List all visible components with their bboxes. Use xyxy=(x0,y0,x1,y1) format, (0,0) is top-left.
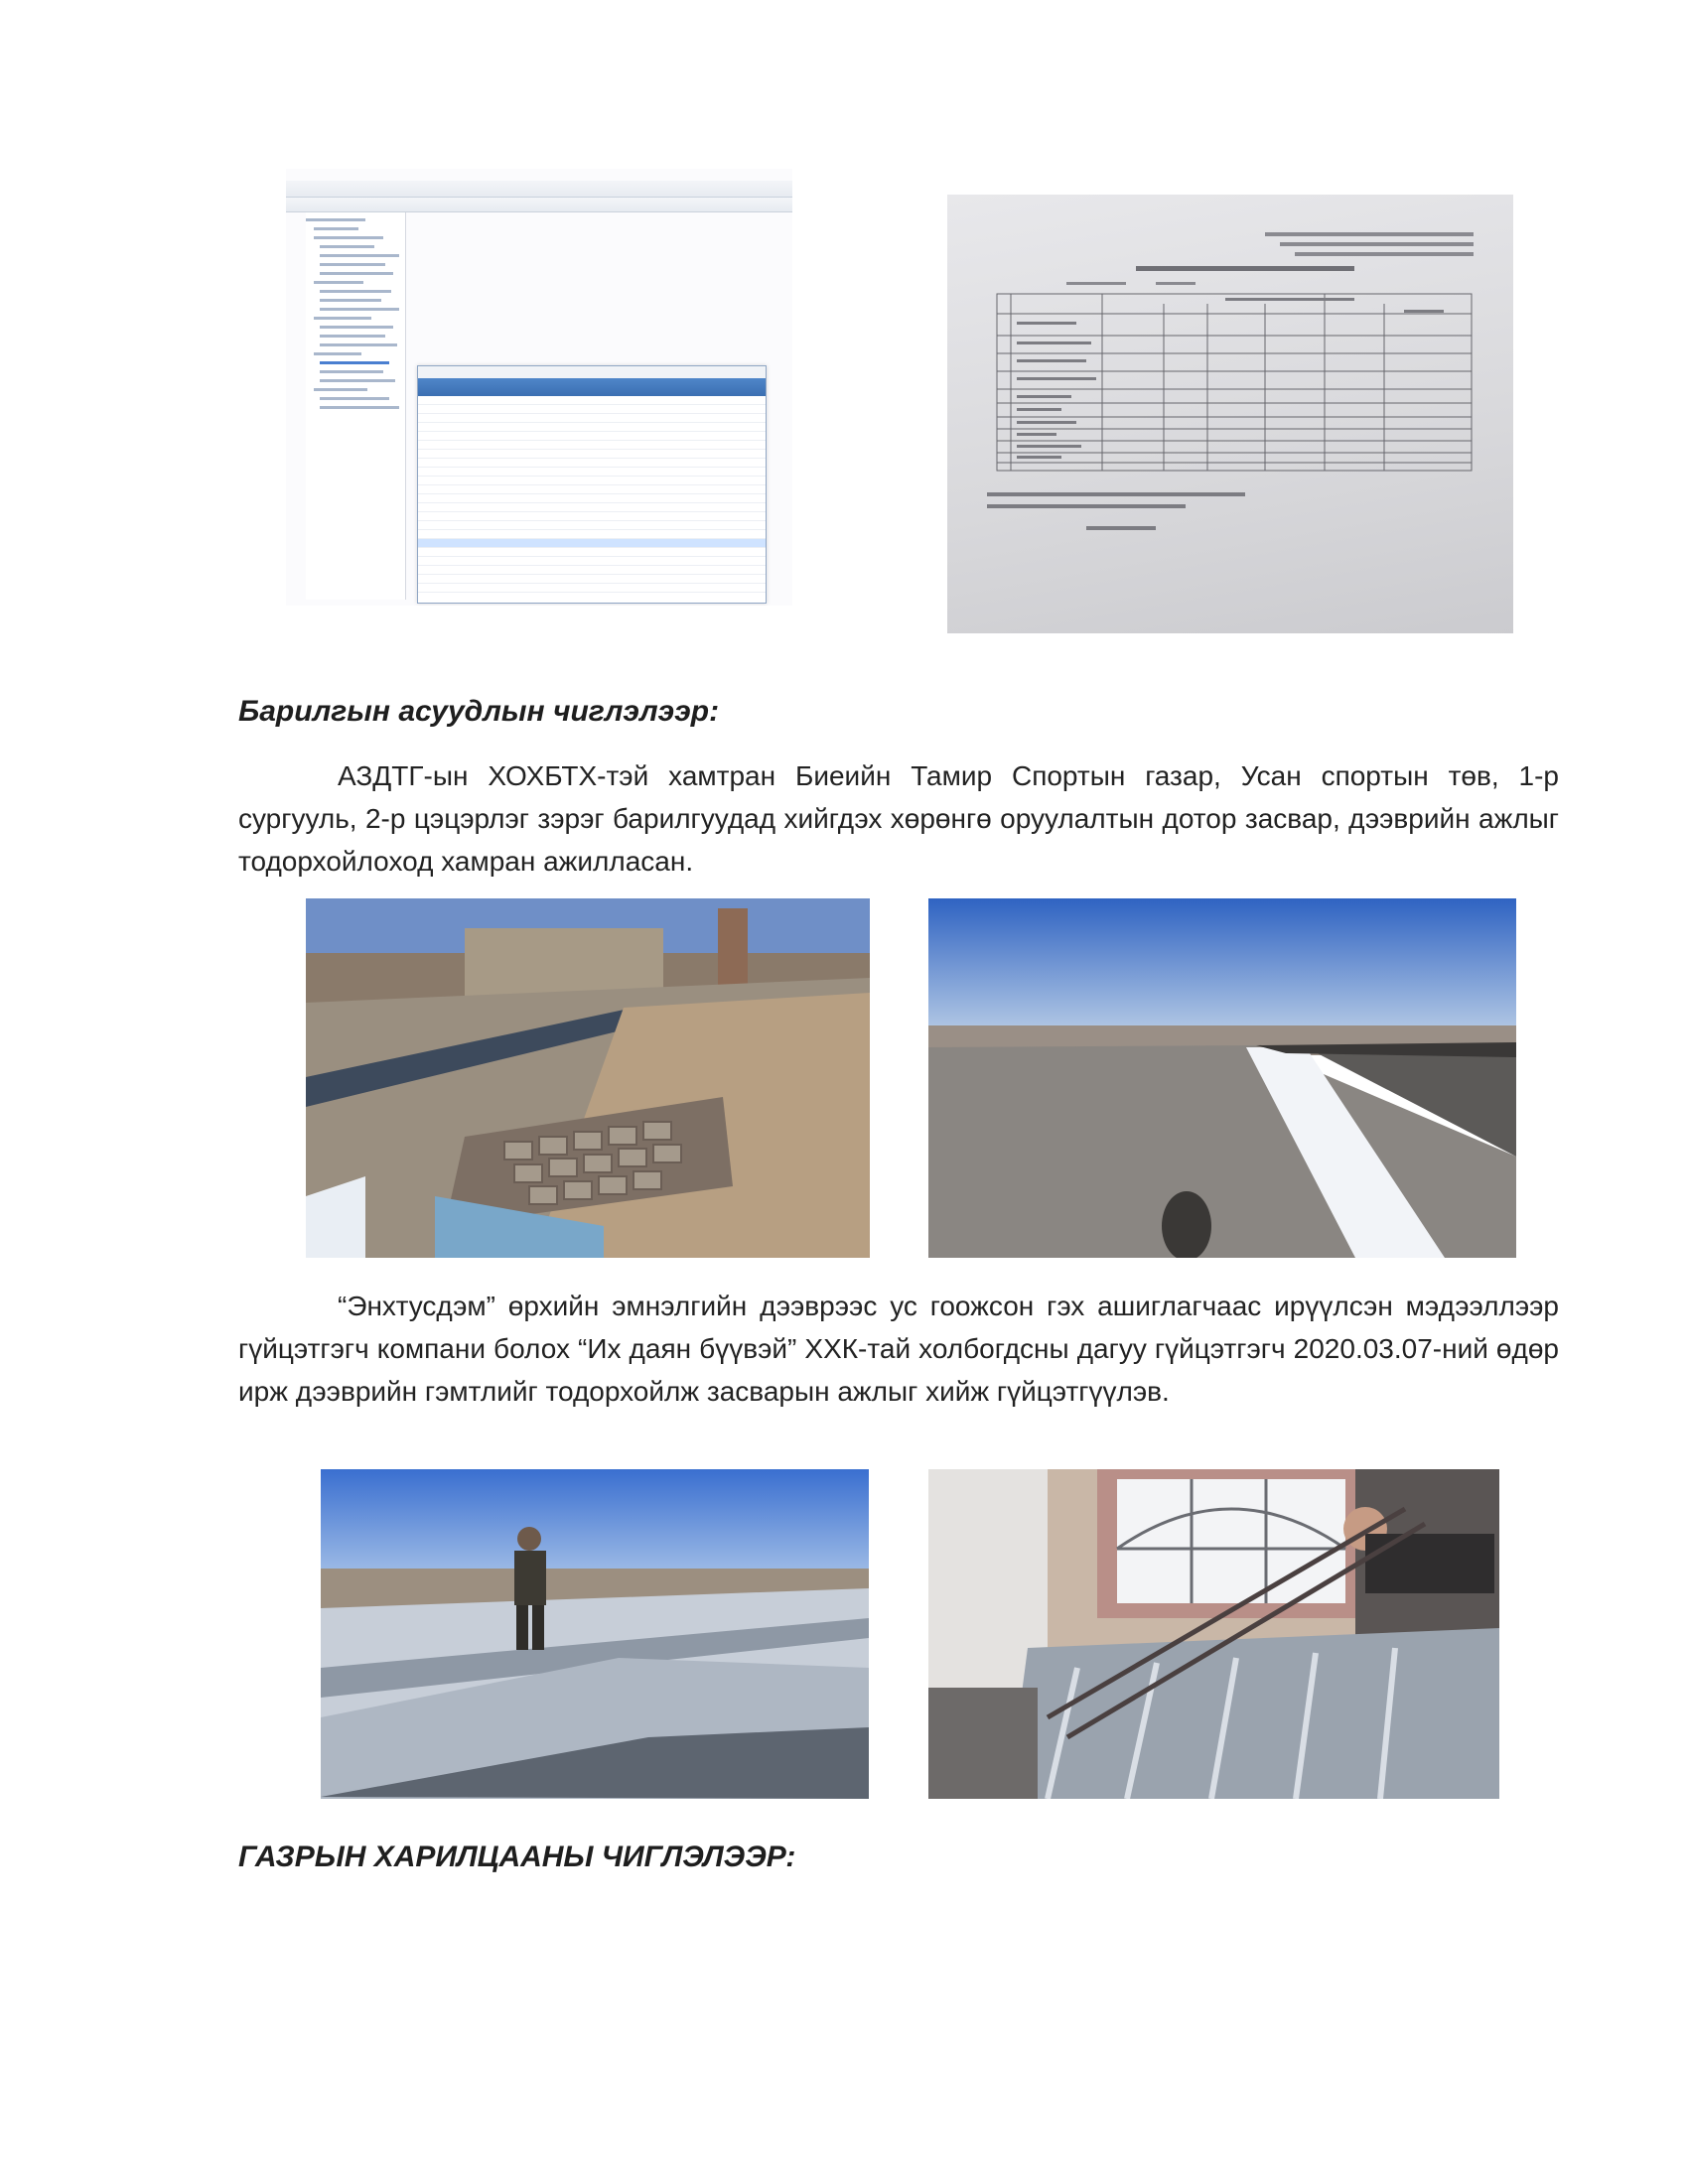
screenshot-menubar xyxy=(286,169,792,181)
form-document-photo xyxy=(947,195,1513,633)
window-roof-repair-photo xyxy=(928,1469,1499,1799)
screenshot-dialog-window xyxy=(417,365,767,604)
paragraph-construction-text: АЗДТГ-ын ХОХБТХ-тэй хамтран Биеийн Тамир Спортын газар, Усан спортын төв, 1-р сургууль, 2-р цэцэрлэг зэрэг барилгуудад хийгдэх хөрөнгө оруулалтын дотор засвар, дээврийн ажлыг тодорхойлоход хамран ажилласан. xyxy=(238,760,1559,877)
section-heading-construction: Барилгын асуудлын чиглэлээр: xyxy=(238,695,720,728)
section-heading-land-relations: ГАЗРЫН ХАРИЛЦААНЫ ЧИГЛЭЛЭЭР: xyxy=(238,1841,796,1873)
software-screenshot-image xyxy=(286,169,792,606)
paragraph-roof-repair-text: “Энхтусдэм” өрхийн эмнэлгийн дээврээс ус гоожсон гэх ашиглагчаас ирүүлсэн мэдээллээр гүйцэтгэгч компани болох “Их даян бүүвэй” ХХК-тай холбогдсны дагуу гүйцэтгэгч 2020.03.07-ний өдөр ирж дээврийн гэмтлийг тодорхойлж засварын ажлыг хийж гүйцэтгүүлэв. xyxy=(238,1291,1559,1407)
screenshot-tree-panel xyxy=(306,212,406,600)
dialog-table-rows xyxy=(418,396,766,593)
screenshot-toolbar xyxy=(286,181,792,198)
rooftop-gravel-photo xyxy=(306,898,870,1258)
dialog-header-bar xyxy=(418,378,766,396)
dialog-titlebar xyxy=(418,366,766,378)
screenshot-toolbar-2 xyxy=(286,198,792,212)
paragraph-roof-repair xyxy=(238,1285,1559,1413)
paragraph-construction xyxy=(238,754,1559,883)
flat-roof-snow-photo xyxy=(928,898,1516,1258)
worker-on-roof-photo xyxy=(321,1469,869,1799)
